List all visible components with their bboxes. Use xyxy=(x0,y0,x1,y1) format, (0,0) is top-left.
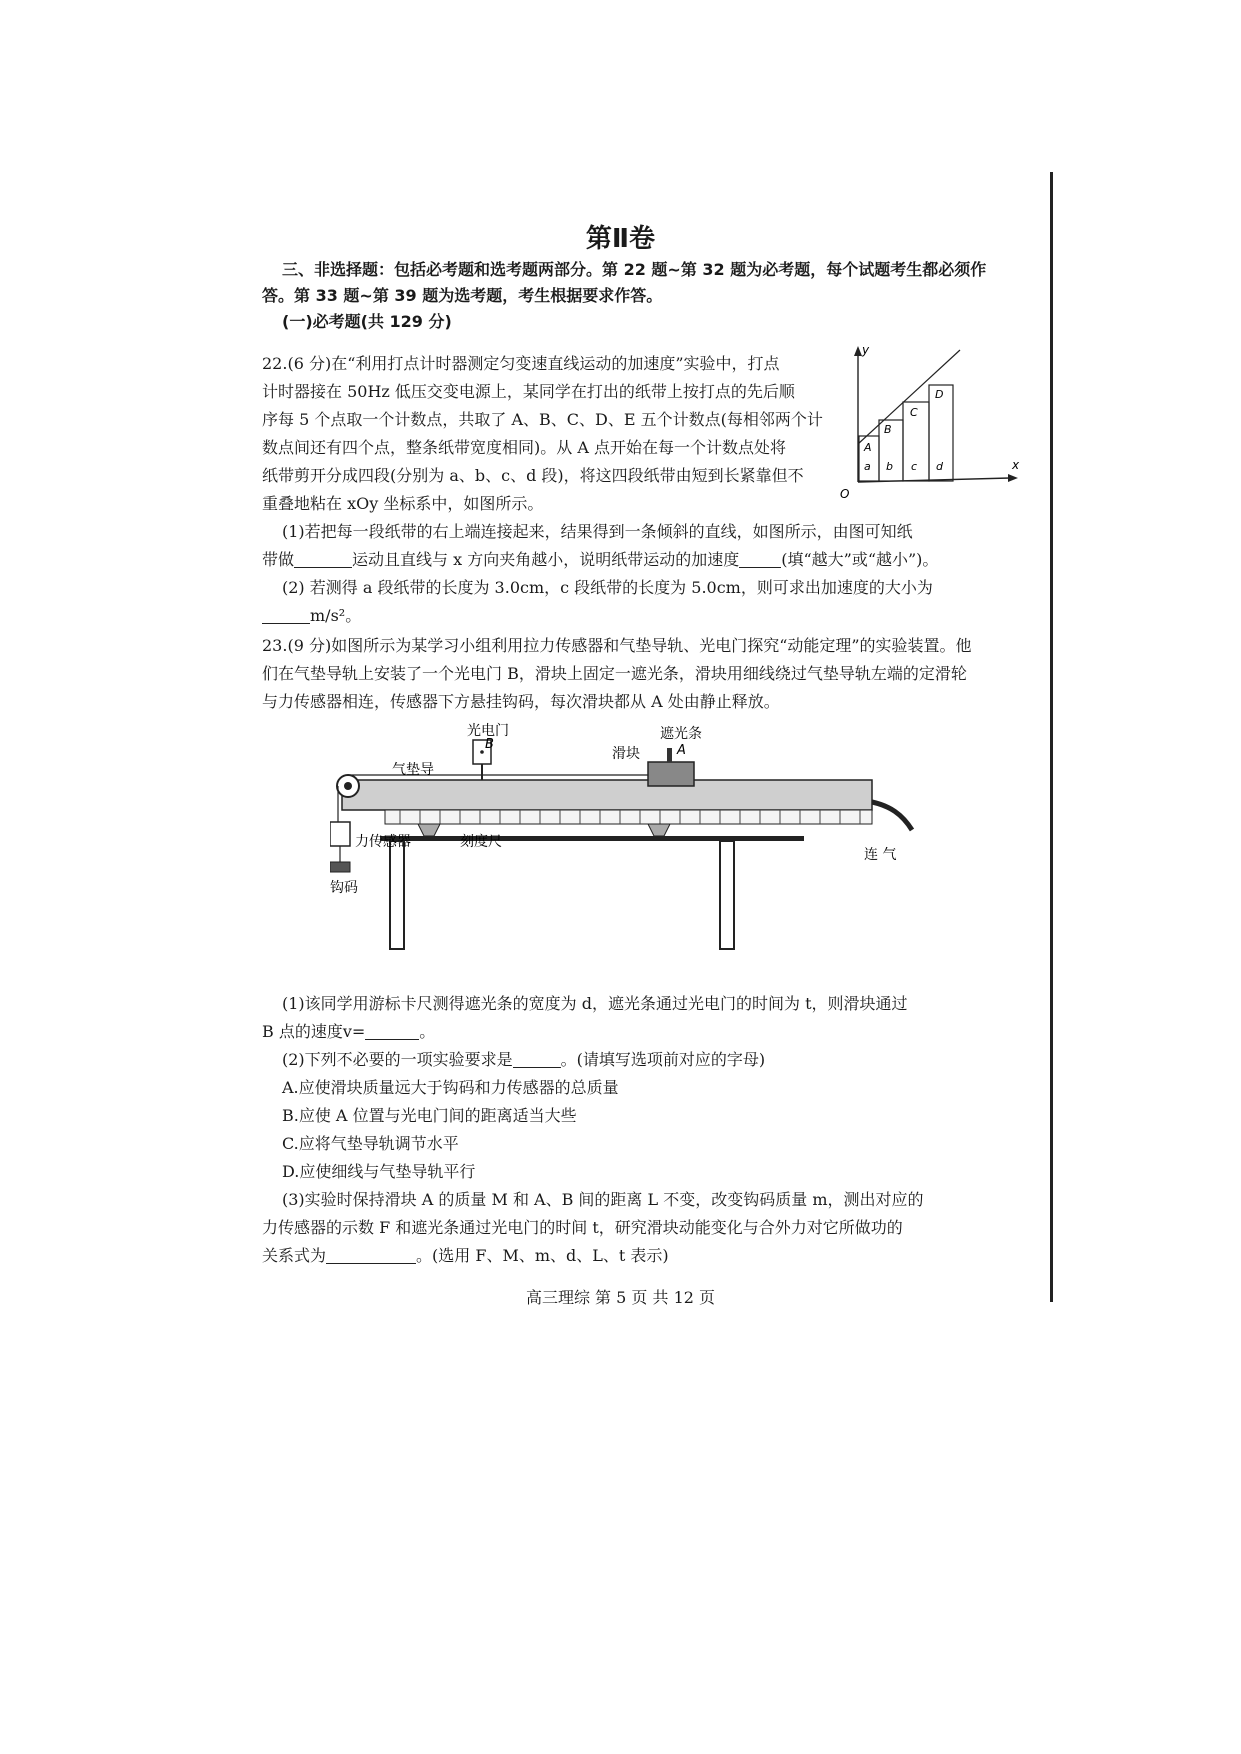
scale-ruler xyxy=(385,810,872,824)
ruler-label: 刻度尺 xyxy=(460,834,502,850)
point-label: B xyxy=(884,423,892,436)
table-top xyxy=(380,836,804,841)
q22-part-1-line-2 xyxy=(262,552,938,568)
answer-blank[interactable] xyxy=(326,1249,416,1264)
strip-label: b xyxy=(886,460,893,473)
q22-part-2-line-2 xyxy=(262,608,361,624)
y-axis-label: y xyxy=(862,343,870,357)
x-axis-label: x xyxy=(1012,458,1020,472)
q22-part-1-text: 运动且直线与 x 方向夹角越小，说明纸带运动的加速度 xyxy=(352,550,740,569)
air-track-rail xyxy=(342,780,872,810)
q23-part-3-line-3 xyxy=(262,1248,669,1264)
shade-strip xyxy=(667,748,672,762)
q22-part-1-text: (填“越大”或“越小”)。 xyxy=(781,550,939,569)
q22-text-line: 重叠地粘在 xOy 坐标系中，如图所示。 xyxy=(262,494,544,513)
air-hose xyxy=(872,802,912,830)
point-label: A xyxy=(864,441,872,454)
point-label: D xyxy=(935,388,944,401)
rail-foot xyxy=(648,824,670,836)
q23-text-line: 23.(9 分)如图所示为某学习小组利用拉力传感器和气垫导轨、光电门探究“动能定理”的实验装置。他 xyxy=(262,636,972,655)
option-c: C.应将气垫导轨调节水平 xyxy=(282,1134,459,1153)
q23-part-3-text: 。(选用 F、M、m、d、L、t 表示) xyxy=(416,1246,669,1265)
point-label: C xyxy=(910,406,918,419)
table-leg xyxy=(390,841,404,949)
rail-label: 气垫导 xyxy=(392,762,434,778)
q23-part-2-text: (2)下列不必要的一项实验要求是 xyxy=(282,1050,513,1069)
y-axis-arrow xyxy=(854,346,862,356)
air-supply-label: 连 气 xyxy=(864,847,897,863)
q23-part-3-line-2: 力传感器的示数 F 和遮光条通过光电门的时间 t，研究滑块动能变化与合外力对它所做功的 xyxy=(262,1218,903,1237)
q22-text-line: 计时器接在 50Hz 低压交变电源上，某同学在打出的纸带上按打点的先后顺 xyxy=(262,382,795,401)
photogate-label: 光电门 xyxy=(467,723,509,739)
q23-text-line: 们在气垫导轨上安装了一个光电门 B，滑块上固定一遮光条，滑块用细线绕过气垫导轨左端的定滑轮 xyxy=(262,664,967,683)
q23-part-1-line-1: (1)该同学用游标卡尺测得遮光条的宽度为 d，遮光条通过光电门的时间为 t，则滑块通过 xyxy=(282,994,908,1013)
tape-graph-figure xyxy=(832,340,1032,500)
q22-part-2-line-1: (2) 若测得 a 段纸带的长度为 3.0cm，c 段纸带的长度为 5.0cm，则可求出加速度的大小为 xyxy=(282,578,933,597)
weight-label: 钩码 xyxy=(330,880,358,896)
table-leg xyxy=(720,841,734,949)
q23-part-1-line-2 xyxy=(262,1024,435,1040)
q22-part-2-unit: m/s²。 xyxy=(310,606,362,625)
strip-label: c xyxy=(911,460,918,473)
subsection-heading: (一)必考题(共 129 分) xyxy=(282,312,452,331)
air-track-apparatus-figure xyxy=(330,722,930,962)
photogate-letter: B xyxy=(485,737,494,752)
answer-blank[interactable] xyxy=(294,553,352,568)
slider-letter: A xyxy=(677,743,686,758)
shade-label: 遮光条 xyxy=(660,726,702,742)
answer-blank[interactable] xyxy=(262,609,310,624)
q22-part-1-line-1: (1)若把每一段纸带的右上端连接起来，结果得到一条倾斜的直线，如图所示，由图可知纸 xyxy=(282,522,913,541)
q23-part-2-text: 。(请填写选项前对应的字母) xyxy=(560,1050,766,1069)
option-d: D.应使细线与气垫导轨平行 xyxy=(282,1162,476,1181)
section-title: 第Ⅱ卷 xyxy=(585,224,656,254)
q22-text-line: 纸带剪开分成四段(分别为 a、b、c、d 段)，将这四段纸带由短到长紧靠但不 xyxy=(262,466,804,485)
q23-part-2 xyxy=(282,1052,765,1068)
page-footer: 高三理综 第 5 页 共 12 页 xyxy=(525,1288,716,1307)
slider-block xyxy=(648,762,694,786)
hook-weight xyxy=(330,862,350,872)
fit-line xyxy=(858,350,960,444)
answer-blank[interactable] xyxy=(513,1053,561,1068)
section-intro-line-2: 答。第 33 题~第 39 题为选考题，考生根据要求作答。 xyxy=(262,286,663,305)
x-axis-arrow xyxy=(1008,474,1018,482)
option-b: B.应使 A 位置与光电门间的距离适当大些 xyxy=(282,1106,577,1125)
strip-label: a xyxy=(864,460,871,473)
sensor-label: 力传感器 xyxy=(355,834,411,850)
option-a: A.应使滑块质量远大于钩码和力传感器的总质量 xyxy=(282,1078,619,1097)
rail-foot xyxy=(418,824,440,836)
q22-text-line: 序每 5 个点取一个计数点，共取了 A、B、C、D、E 五个计数点(每相邻两个计 xyxy=(262,410,823,429)
q22-text-line: 数点间还有四个点，整条纸带宽度相同)。从 A 点开始在每一个计数点处将 xyxy=(262,438,786,457)
q23-part-3-text: 关系式为 xyxy=(262,1246,327,1265)
q23-part-3-line-1: (3)实验时保持滑块 A 的质量 M 和 A、B 间的距离 L 不变，改变钩码质量 m，测出对应的 xyxy=(282,1190,924,1209)
section-intro-line-1: 三、非选择题：包括必考题和选考题两部分。第 22 题~第 32 题为必考题，每个试题考生都必须作 xyxy=(282,260,987,279)
force-sensor xyxy=(330,822,350,846)
q23-part-1-text: B 点的速度v= xyxy=(262,1022,366,1041)
q22-text-line: 22.(6 分)在“利用打点计时器测定匀变速直线运动的加速度”实验中，打点 xyxy=(262,354,780,373)
q22-part-1-text: 带做 xyxy=(262,550,295,569)
answer-blank[interactable] xyxy=(365,1025,419,1040)
q23-part-1-text: 。 xyxy=(419,1022,436,1041)
slider-label: 滑块 xyxy=(612,746,640,762)
strip-label: d xyxy=(936,460,943,473)
origin-label: O xyxy=(840,487,850,500)
q23-text-line: 与力传感器相连，传感器下方悬挂钩码，每次滑块都从 A 处由静止释放。 xyxy=(262,692,780,711)
page-edge-rule xyxy=(1050,172,1053,1302)
answer-blank[interactable] xyxy=(739,553,781,568)
